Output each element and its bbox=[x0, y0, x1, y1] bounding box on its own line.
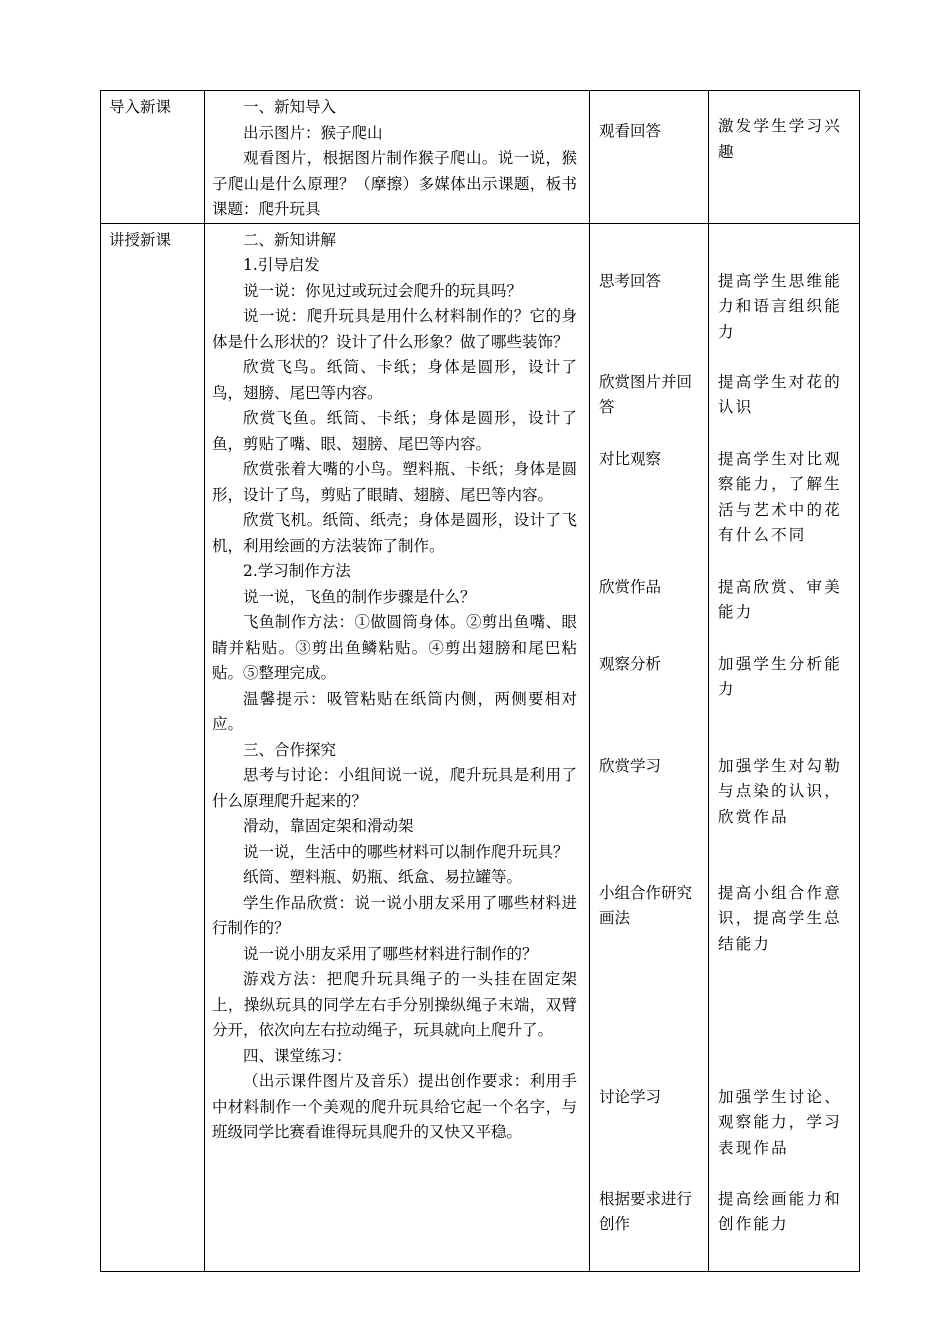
activity-cell bbox=[590, 91, 709, 224]
content-paragraph: 说一说，生活中的哪些材料可以制作爬升玩具？ bbox=[243, 842, 569, 861]
content-paragraph: 欣赏飞鱼。纸筒、卡纸；身体是圆形，设计了鱼，剪贴了嘴、眼、翅膀、尾巴等内容。 bbox=[212, 409, 577, 453]
activity-text: 小组合作研究画法 bbox=[599, 883, 693, 927]
goal-text: 提高绘画能力和创作能力 bbox=[718, 1189, 842, 1233]
content-paragraph: 四、课堂练习： bbox=[243, 1046, 352, 1065]
goal-text: 加强学生讨论、观察能力，学习表现作品 bbox=[718, 1087, 842, 1157]
stage-label: 讲授新课 bbox=[109, 230, 172, 249]
content-paragraph: 滑动，靠固定架和滑动架 bbox=[243, 817, 414, 835]
content-paragraph: 三、合作探究 bbox=[243, 740, 337, 759]
activity-cell bbox=[590, 223, 709, 1271]
content-paragraph: 说一说：爬升玩具是用什么材料制作的？它的身体是什么形状的？设计了什么形象？做了哪些装饰？ bbox=[212, 307, 577, 351]
activity-text: 观看回答 bbox=[599, 122, 662, 140]
activity-text: 欣赏学习 bbox=[599, 756, 662, 775]
content-paragraph: 说一说：你见过或玩过会爬升的玩具吗？ bbox=[243, 281, 523, 300]
goal-text: 提高学生思维能力和语言组织能力 bbox=[718, 271, 842, 341]
stage-cell bbox=[101, 91, 205, 224]
goal-cell bbox=[709, 223, 860, 1271]
content-paragraph: 思考与讨论：小组间说一说，爬升玩具是利用了什么原理爬升起来的？ bbox=[212, 766, 577, 810]
content-paragraph: 说一说，飞鱼的制作步骤是什么？ bbox=[243, 587, 476, 606]
goal-text: 提高小组合作意识，提高学生总结能力 bbox=[718, 883, 842, 953]
activity-text: 观察分析 bbox=[599, 654, 662, 673]
content-cell bbox=[205, 91, 590, 224]
goal-text: 提高欣赏、审美能力 bbox=[718, 577, 842, 621]
goal-cell bbox=[709, 91, 860, 224]
content-paragraph: 观看图片，根据图片制作猴子爬山。说一说，猴子爬山是什么原理？（摩擦）多媒体出示课题，板书课题：爬升玩具 bbox=[212, 149, 577, 218]
content-paragraph: 说一说小朋友采用了哪些材料进行制作的？ bbox=[243, 944, 538, 963]
content-paragraph: 欣赏飞机。纸筒、纸壳；身体是圆形，设计了飞机，利用绘画的方法装饰了制作。 bbox=[212, 511, 577, 555]
content-paragraph: 1.引导启发 bbox=[243, 256, 320, 274]
activity-text: 思考回答 bbox=[599, 271, 662, 290]
content-paragraph: 学生作品欣赏：说一说小朋友采用了哪些材料进行制作的？ bbox=[212, 893, 577, 937]
activity-text: 欣赏作品 bbox=[599, 577, 662, 596]
content-paragraph: 飞鱼制作方法：①做圆筒身体。②剪出鱼嘴、眼睛并粘贴。③剪出鱼鳞粘贴。④剪出翅膀和尾巴粘贴。⑤整理完成。 bbox=[212, 613, 577, 682]
stage-cell bbox=[101, 223, 205, 1271]
table-row bbox=[101, 91, 860, 224]
goal-text: 激发学生学习兴趣 bbox=[718, 117, 842, 161]
content-paragraph: 温馨提示：吸管粘贴在纸筒内侧，两侧要相对应。 bbox=[212, 689, 577, 733]
content-paragraph: 欣赏张着大嘴的小鸟。塑料瓶、卡纸；身体是圆形，设计了鸟，剪贴了眼睛、翅膀、尾巴等内容。 bbox=[212, 460, 577, 504]
activity-text: 欣赏图片并回答 bbox=[599, 372, 693, 416]
lesson-plan-table bbox=[100, 90, 860, 1272]
content-paragraph: 二、新知讲解 bbox=[243, 230, 337, 249]
goal-text: 加强学生分析能力 bbox=[718, 654, 842, 698]
content-paragraph: 欣赏飞鸟。纸筒、卡纸；身体是圆形，设计了鸟，翅膀、尾巴等内容。 bbox=[212, 358, 577, 402]
goal-text: 提高学生对花的认识 bbox=[718, 372, 842, 416]
activity-text: 讨论学习 bbox=[599, 1087, 662, 1106]
content-paragraph: 出示图片：猴子爬山 bbox=[243, 123, 383, 142]
activity-text: 根据要求进行创作 bbox=[599, 1189, 693, 1233]
content-paragraph: 2.学习制作方法 bbox=[243, 562, 351, 580]
stage-label: 导入新课 bbox=[109, 98, 172, 116]
content-cell bbox=[205, 223, 590, 1271]
content-paragraph: 一、新知导入 bbox=[243, 98, 337, 116]
content-paragraph: （出示课件图片及音乐）提出创作要求：利用手中材料制作一个美观的爬升玩具给它起一个名字，与班级同学比赛看谁得玩具爬升的又快又平稳。 bbox=[212, 1072, 577, 1141]
activity-text: 对比观察 bbox=[599, 449, 662, 468]
table-row bbox=[101, 223, 860, 1271]
goal-text: 加强学生对勾勒与点染的认识，欣赏作品 bbox=[718, 756, 842, 826]
goal-text: 提高学生对比观察能力，了解生活与艺术中的花有什么不同 bbox=[718, 449, 842, 544]
content-paragraph: 游戏方法：把爬升玩具绳子的一头挂在固定架上，操纵玩具的同学左右手分别操纵绳子末端，双臂分开，依次向左右拉动绳子，玩具就向上爬升了。 bbox=[212, 970, 577, 1039]
content-paragraph: 纸筒、塑料瓶、奶瓶、纸盒、易拉罐等。 bbox=[243, 868, 523, 886]
